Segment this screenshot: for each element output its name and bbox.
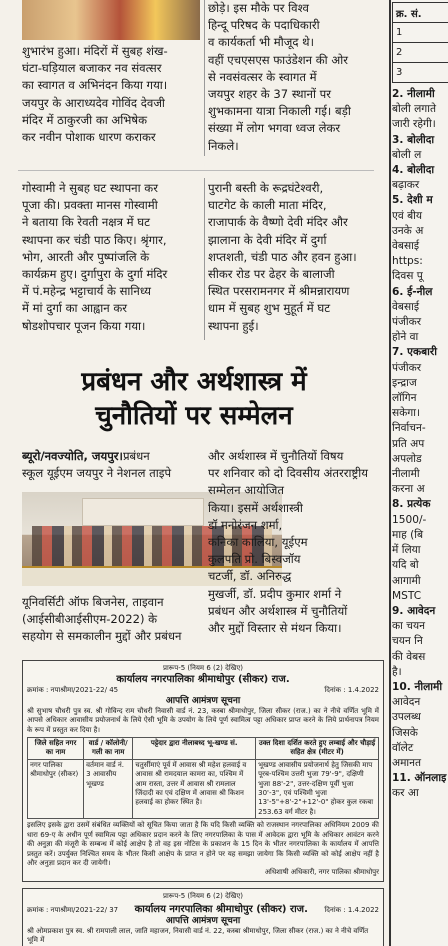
text-line: में मां दुर्गा का आह्वान कर [22,301,128,316]
text-line: है। [392,665,402,678]
notice-ref: क्रमांक : नपाश्रीमा/2021-22/ 45 [27,686,119,695]
side-divider [389,0,391,946]
text-line: 5. देशी म [392,194,433,207]
mid-left-column [22,180,200,340]
text-line: का चयन [392,620,425,633]
table-cell: नगर पालिका श्रीमाधोपुर (सीकर) [28,759,84,818]
text-line: 3. बोलीदा [392,133,435,146]
text-line: गोस्वामी ने सुबह घट स्थापना कर [22,181,158,195]
text-line: झालाना के देवी मंदिर में दुर्गा [208,232,327,247]
text-line: सहयोग से समकालीन मुद्दों और प्रबंधन [22,629,182,644]
text-line: यूनिवर्सिटी ऑफ बिजनेस, ताइवान [22,595,164,609]
text-line: और अर्थशास्त्र में चुनौतियों विषय [208,449,344,463]
text-line: प्रति अप [392,437,425,450]
notice-footer: इसलिए इसके द्वारा उसमें संबंधित व्यक्तियों को सूचित किया जाता है कि यदि किसी व्यक्ति को राजस्थान नगरपालिका अधिनियम 2009 की धारा 69-ए के अधीन पूर्ण स्वामित्व पट्टा अधिकार प्रदान करने के लिए नगरपालिका के पास में आवेदक द्वारा भूमि के अधिकार आवंटन करने की अनुज्ञा की मंजूरी के सम्बन्ध में कोई आक्षेप है तो वह इस नोटिस के प्रकाशन के 15 दिन के भीतर नगरपालिका के कार्यालय में आपत्ति प्रस्तुत करें। उपर्युक्त निश्चित समय के भीतर किसी आक्षेप के प्राप्त न होने पर यह समझा जायेगा कि किसी व्यक्ति को कोई आक्षेप नहीं है और अनुज्ञा प्रदान कर दी जायेगी। [27,821,379,867]
text-line: 4. बोलीदा [392,164,435,177]
article-lead [22,448,200,484]
text-line: की वेबस [392,650,426,663]
text-line: होने वा [392,331,419,344]
text-line: 11. ऑनलाइ [392,772,447,785]
side-row-number: 3 [393,63,448,83]
text-line: मंदिर में ठाकुरजी का अभिषेक [22,112,148,127]
notice-date: दिनांक : 1.4.2022 [324,906,379,915]
text-line: छोड़े। इस मौके पर विश्व [208,1,309,15]
article-bottom-left [22,594,204,654]
top-left-column [22,43,200,155]
column-divider [204,0,205,156]
text-line: शप्तशती, चंडी पाठ और हवन हुआ। [208,249,357,264]
public-notice-2 [22,888,384,946]
text-line: का स्वागत व अभिनंदन किया गया। [22,78,168,93]
notice-intro: श्री सुभाष चौधरी पुत्र स्व. श्री गोविन्द राम चौधरी निवासी वार्ड नं. 23, कस्बा श्रीमाधोपुर, जिला सीकर (राज.) का ने नीचे वर्णित भूमि में आपसे अधिकार आवासीय प्रयोजनार्थ के लिये ऐसी भूमि के उपयोग के लिये पूर्ण स्वामित्व पट्टा अधिकार प्राप्त करने के लिये प्रार्थनापत्र नियम के रूप में प्रस्तुत कर दिया है। [27,706,379,734]
text-line: जयपुर के आराध्यदेव गोविंद देवजी [22,95,165,110]
text-line: करना अ [392,483,425,496]
text-line: वेबसाई [392,240,420,253]
side-row-number: 2 [393,43,448,63]
text-line: जयपुर शहर के 37 स्थानों पर [208,87,331,102]
text-line: घाटगेट के काली माता मंदिर, [208,198,327,213]
text-line: मुखर्जी, डॉ. प्रदीप कुमार शर्मा ने [208,586,342,601]
text-line: शुभकामना यात्रा निकाली गई। बड़ी [208,104,351,119]
text-line: स्थापना हुई। [208,318,259,333]
text-line: पर शनिवार को दो दिवसीय अंतरराष्ट्रीय [208,466,368,481]
top-photo [22,0,200,40]
headline-line-1: प्रबंधन और अर्थशास्त्र में [81,367,307,397]
text-line: में पं.महेन्द्र भट्टाचार्य के सानिध्य [22,284,151,299]
text-line: डॉ मनोरंजन शर्मा, [208,517,283,532]
lead-line-1: प्रबंधन [122,449,150,463]
text-line: धाम में सुबह शुभ मुहूर्त में घट [208,301,331,316]
notice-form: प्रारूप-5 (नियम 6 (2) देखिए) [163,892,243,900]
text-line: अपलोड [392,452,422,465]
text-line: नीलामी [392,468,420,481]
text-line: MSTC [392,589,422,602]
text-line: बढ़ाकर [392,179,420,192]
dateline: ब्यूरो/नवज्योति, जयपुर। [22,449,123,463]
notice-form: प्रारूप-5 (नियम 6 (2) देखिए) [163,664,243,672]
text-line: एवं बीय [392,209,423,222]
text-line: 2. नीलामी [392,88,435,100]
text-line: पूजा की। प्रवक्ता मानस गोस्वामी [22,198,158,213]
text-line: स्थापना कर चंडी पाठ किए। श्रृंगार, [22,232,167,247]
text-line: पुरानी बस्ती के रूद्रघंटेश्वरी, [208,181,324,195]
text-line: कनिका कालिया, यूईएम [208,535,308,550]
notice-header-row [27,901,379,915]
text-line: शुभारंभ हुआ। मंदिरों में सुबह शंख- [22,44,168,58]
table-row [393,43,448,63]
text-line: जिसके [392,726,418,739]
text-line: 10. नीलामी [392,680,443,693]
table-row [393,63,448,83]
text-line: कर आ [392,787,419,800]
text-line: निर्वाचन- [392,422,426,435]
text-line: व कार्यकर्ता भी मौजूद थे। [208,35,314,50]
text-line: कर नवीन पोशाक धारण कराकर [22,130,156,145]
mid-right-column [208,180,370,340]
notice-ref-row [27,686,379,695]
text-line: निकले। [208,138,239,153]
article-bottom-left-text [22,594,204,646]
section-rule [18,170,374,171]
notice-title: आपत्ति आमंत्रण सूचना [165,695,241,706]
text-line: उपलब्ध [392,711,421,724]
text-line: प्रबंधन और अर्थशास्त्र में चुनौतियों [208,603,348,618]
lead-line-2: स्कूल यूईएम जयपुर ने नेशनल ताइपे [22,466,172,481]
text-line: (आईसीबीआईसीएम-2022) के [22,612,158,627]
text-line: वहीं एचएसएस फाउंडेशन की ओर [208,52,348,67]
text-line: लॉगिन [392,392,417,405]
article-right-column [208,448,378,674]
side-column [392,0,448,946]
text-line: सीकर रोड पर ढेहर के बालाजी [208,267,335,282]
text-line: ने बताया कि रेवती नक्षत्र में घट [22,215,150,230]
top-right-text [208,0,368,155]
table-header-row [28,738,379,760]
text-line: घंटा-घड़ियाल बजाकर नव संवत्सर [22,61,162,76]
text-line: बोली ल [392,148,422,161]
side-header-row [393,3,448,23]
text-line: 8. प्रत्येक [392,498,431,511]
text-line: 1500/- [392,513,427,526]
table-header: पट्टेदार द्वारा नीलाबध्द भू-खण्ड सं. [133,738,256,760]
text-line: हिन्दू परिषद के पदाधिकारी [208,18,320,33]
notice-date: दिनांक : 1.4.2022 [324,686,379,695]
text-line: दिवस पू [392,270,423,283]
text-line: कार्यक्रम हुए। दुर्गापुरा के दुर्गा मंदिर [22,267,168,282]
text-line: सकेगा। [392,407,421,420]
text-line: चयन नि [392,635,423,648]
mid-left-text [22,180,200,335]
text-line: 7. एकबारी [392,346,437,359]
side-rules-text [392,87,448,802]
top-left-text [22,43,200,146]
text-line: 9. आवेदन [392,604,436,617]
top-right-column [208,0,368,156]
text-line: पंजीकर [392,316,422,329]
mid-right-text [208,180,370,335]
text-line: इन्द्राज [392,376,417,389]
column-divider [204,178,205,340]
side-table [392,2,448,83]
article-right-text [208,448,378,637]
text-line: 6. ई-नील [392,285,433,298]
text-line: और मुद्दों विस्तार से मंथन किया। [208,621,342,636]
banner-shape [82,498,204,526]
text-line: आवेदन [392,696,421,709]
notice-office: कार्यालय नगरपालिका श्रीमाधोपुर (सीकर) राज. [116,674,290,686]
notice-title: आपत्ति आमंत्रण सूचना [165,915,241,926]
table-header: उक्त दिशा दर्शित करते हुए लम्बाई और चौड़ाई सहित क्षेत्र (मीटर में) [256,738,379,760]
public-notice-1 [22,660,384,882]
table-row [393,23,448,43]
table-cell: चतुर्सीमाएं पूर्व में आवास श्री महेश हलवाई व आवास श्री रामदयाल कामरा का, पश्चिम में आम रास्ता, उत्तर में आवास श्री रामलाल जिंदादी का एवं दक्षिण में आवास श्री किशन हलवाई का होकर स्थित है। [133,759,256,818]
notice-office: कार्यालय नगरपालिका श्रीमाधोपुर (सीकर) राज. [134,904,308,916]
text-line: से नवसंवत्सर के स्वागत में [208,69,317,84]
text-line: वॉलेट [392,741,414,754]
table-cell: भूखण्ड आवासीय प्रयोजनार्थ हेतु जिसकी माप पूरब-पश्चिम उत्तरी भुजा 79'-9", दक्षिणी भुजा 88'-2", उत्तर-दक्षिण पूर्वी भुजा 30'-3", एवं पश्चिमी भुजा 13'-5"+8'-2"+12'-0" होकर कुल रकबा 253.63 वर्ग मीटर है। [256,759,379,818]
table-cell: वर्तमान वार्ड नं. 3 आवासीय भूखण्ड [84,759,133,818]
notice-intro: श्री ओमप्रकाश पुत्र स्व. श्री रामपाली लाल, जाति महाजन, निवासी वार्ड नं. 22, कस्बा श्रीमाधोपुर, जिला सीकर (राज.) का ने नीचे वर्णित भूमि में [27,926,369,945]
text-line: कुलपति प्रो. बिस्वजॉय [208,552,301,567]
notice-signature: अधिशाषी अधिकारी, नगर पालिका श्रीमाधोपुर [264,868,379,877]
table-row [28,759,379,818]
text-line: में लिया [392,544,421,557]
table-header: जिले सहित नगर का नाम [28,738,84,760]
notice-ref: क्रमांक : नपाश्रीमा/2021-22/ 37 [27,906,119,915]
text-line: राजापार्क के वैष्णो देवी मंदिर और [208,215,348,230]
text-line: https: [392,255,423,268]
table-header: वार्ड / कॉलोनी/ गली का नाम [84,738,133,760]
text-line: वेबसाई [392,300,420,313]
text-line: किया। इसमें अर्थशास्त्री [208,500,303,515]
headline-line-2: चुनौतियों पर सम्मेलन [95,401,293,431]
text-line: भोग, आरती और पुष्पांजलि के [22,249,150,264]
text-line: पंजीकर [392,361,422,374]
text-line: अमानत [392,756,422,769]
text-line: स्थित परसरामनगर में श्रीमन्नारायण [208,284,350,299]
text-line: चटर्जी, डॉ. अनिरुद्ध [208,569,292,584]
side-row-number: 1 [393,23,448,43]
text-line: माह (बि [392,528,423,541]
text-line: संख्या में लोग भगवा ध्वज लेकर [208,121,341,136]
text-line: उनके अ [392,224,424,237]
text-line: सम्मेलन आयोजित [208,483,285,498]
notice-table [27,737,379,819]
text-line: षोडशोपचार पूजन किया गया। [22,318,146,333]
text-line: बोली लगाते [392,103,437,116]
side-header: क्र. सं. [393,3,448,23]
text-line: आगामी [392,574,421,587]
text-line: जारी रहेगी। [392,118,436,131]
text-line: यदि बो [392,559,419,572]
